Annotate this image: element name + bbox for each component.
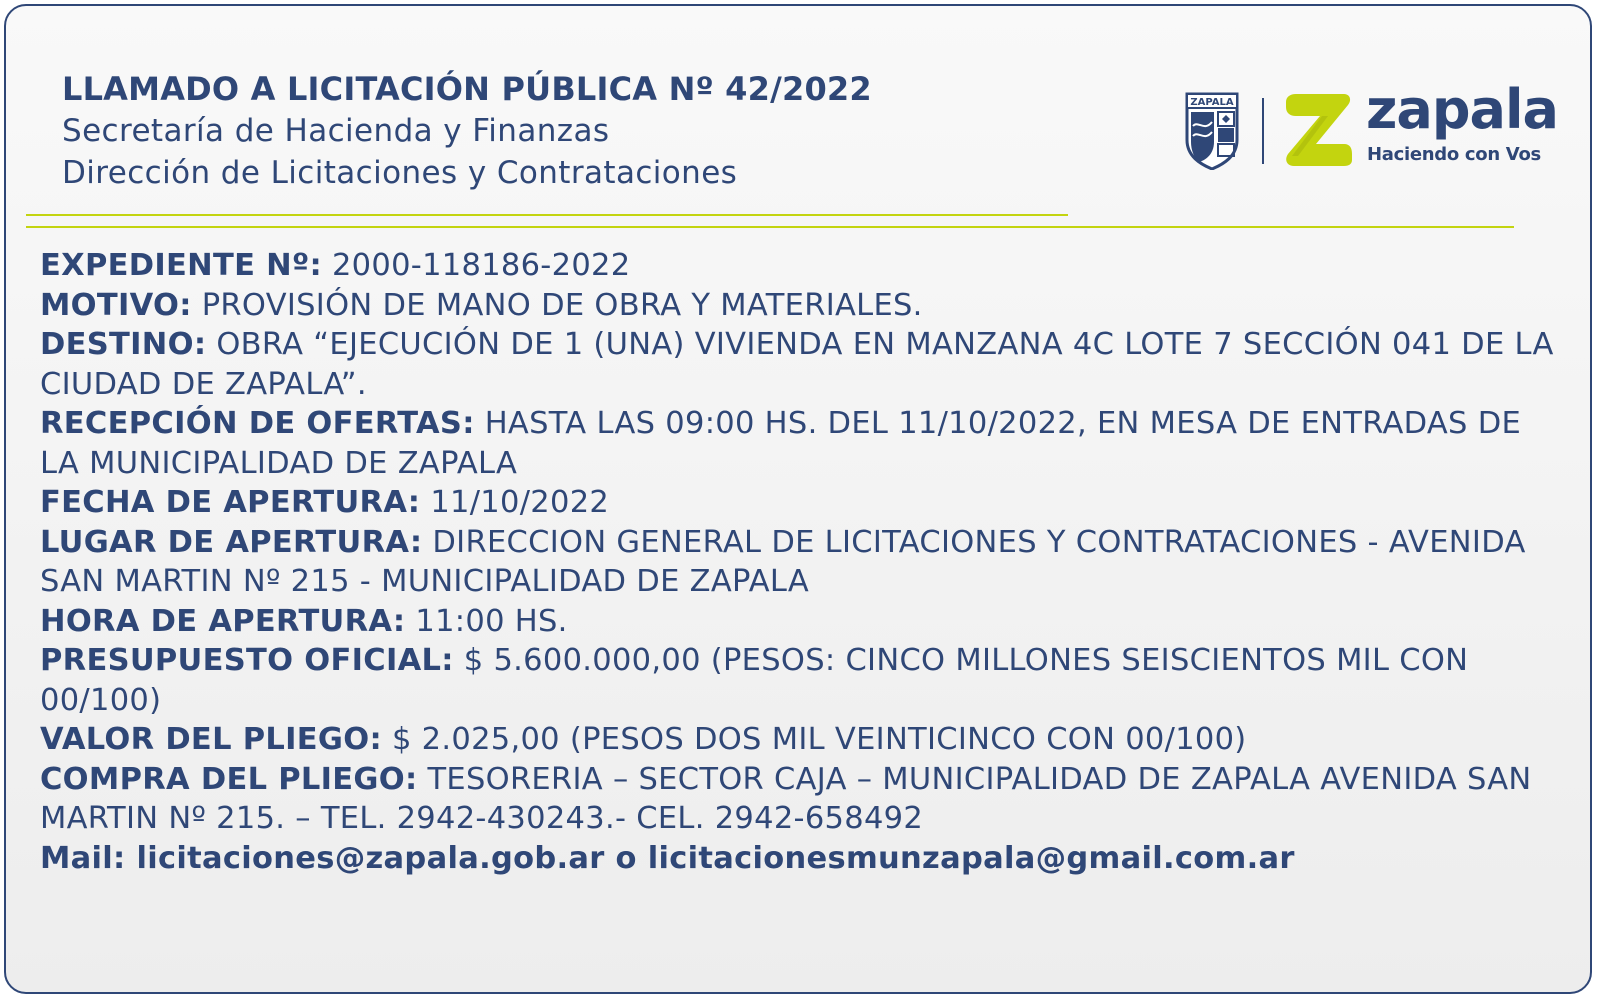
lugar-apertura-row: [40, 523, 1560, 602]
mail-contact: Mail: licitaciones@zapala.gob.ar o licitacionesmunzapala@gmail.com.ar: [40, 840, 1295, 876]
field-label: RECEPCIÓN DE OFERTAS:: [40, 406, 475, 441]
brand-tagline: Haciendo con Vos: [1367, 144, 1541, 165]
field-label: LUGAR DE APERTURA:: [40, 524, 423, 560]
direccion-line: Dirección de Licitaciones y Contrataciones: [62, 155, 738, 191]
presupuesto-row: [40, 641, 1560, 720]
logo-divider: [1262, 98, 1264, 164]
field-value: 11:00 HS.: [415, 603, 568, 639]
field-value: HASTA LAS 09:00 HS. DEL 11/10/2022, EN MESA DE ENTRADAS DE LA MUNICIPALIDAD DE ZAPALA: [40, 406, 1522, 481]
field-label: VALOR DEL PLIEGO:: [40, 722, 382, 757]
zapala-z-icon: [1282, 90, 1354, 168]
compra-pliego-row: [40, 760, 1560, 839]
coat-of-arms-icon: [1184, 92, 1240, 170]
field-value: $ 2.025,00 (PESOS DOS MIL VEINTICINCO CON 00/100): [391, 722, 1247, 757]
field-value: OBRA “EJECUCIÓN DE 1 (UNA) VIVIENDA EN MANZANA 4C LOTE 7 SECCIÓN 041 DE LA CIUDAD DE ZAPALA”.: [40, 327, 1554, 402]
divider-line-short: [26, 214, 1068, 216]
field-value: TESORERIA – SECTOR CAJA – MUNICIPALIDAD DE ZAPALA AVENIDA SAN MARTIN Nº 215. – TEL. 2942-430243.- CEL. 2942-658492: [40, 761, 1532, 836]
field-label: MOTIVO:: [40, 287, 192, 323]
field-value: 2000-118186-2022: [331, 248, 631, 283]
secretaria-line: Secretaría de Hacienda y Finanzas: [62, 113, 610, 149]
shield-label: ZAPALA: [1190, 97, 1234, 108]
field-label: EXPEDIENTE Nº:: [40, 248, 322, 283]
field-value: $ 5.600.000,00 (PESOS: CINCO MILLONES SEISCIENTOS MIL CON 00/100): [40, 643, 1469, 718]
valor-pliego-row: [40, 720, 1560, 760]
field-label: HORA DE APERTURA:: [40, 603, 406, 639]
field-label: COMPRA DEL PLIEGO:: [40, 761, 418, 797]
notice-body: [40, 246, 1560, 878]
divider-line-long: [26, 226, 1514, 228]
notice-card: [4, 4, 1592, 994]
field-label: FECHA DE APERTURA:: [40, 485, 421, 520]
brand-wordmark: zapala: [1366, 78, 1558, 141]
field-value: 11/10/2022: [430, 485, 610, 520]
recepcion-row: [40, 404, 1560, 483]
hora-apertura-row: [40, 602, 1560, 642]
fecha-apertura-row: [40, 483, 1560, 523]
notice-title: LLAMADO A LICITACIÓN PÚBLICA Nº 42/2022: [62, 70, 872, 108]
field-value: PROVISIÓN DE MANO DE OBRA Y MATERIALES.: [201, 287, 923, 323]
field-label: PRESUPUESTO OFICIAL:: [40, 643, 454, 678]
logo-group: [1184, 78, 1564, 180]
field-value: DIRECCION GENERAL DE LICITACIONES Y CONTRATACIONES - AVENIDA SAN MARTIN Nº 215 - MUNICIPALIDAD DE ZAPALA: [40, 524, 1526, 599]
field-label: DESTINO:: [40, 327, 207, 362]
expediente-row: [40, 246, 1560, 286]
destino-row: [40, 325, 1560, 404]
motivo-row: [40, 286, 1560, 326]
notice-header: [62, 68, 872, 194]
